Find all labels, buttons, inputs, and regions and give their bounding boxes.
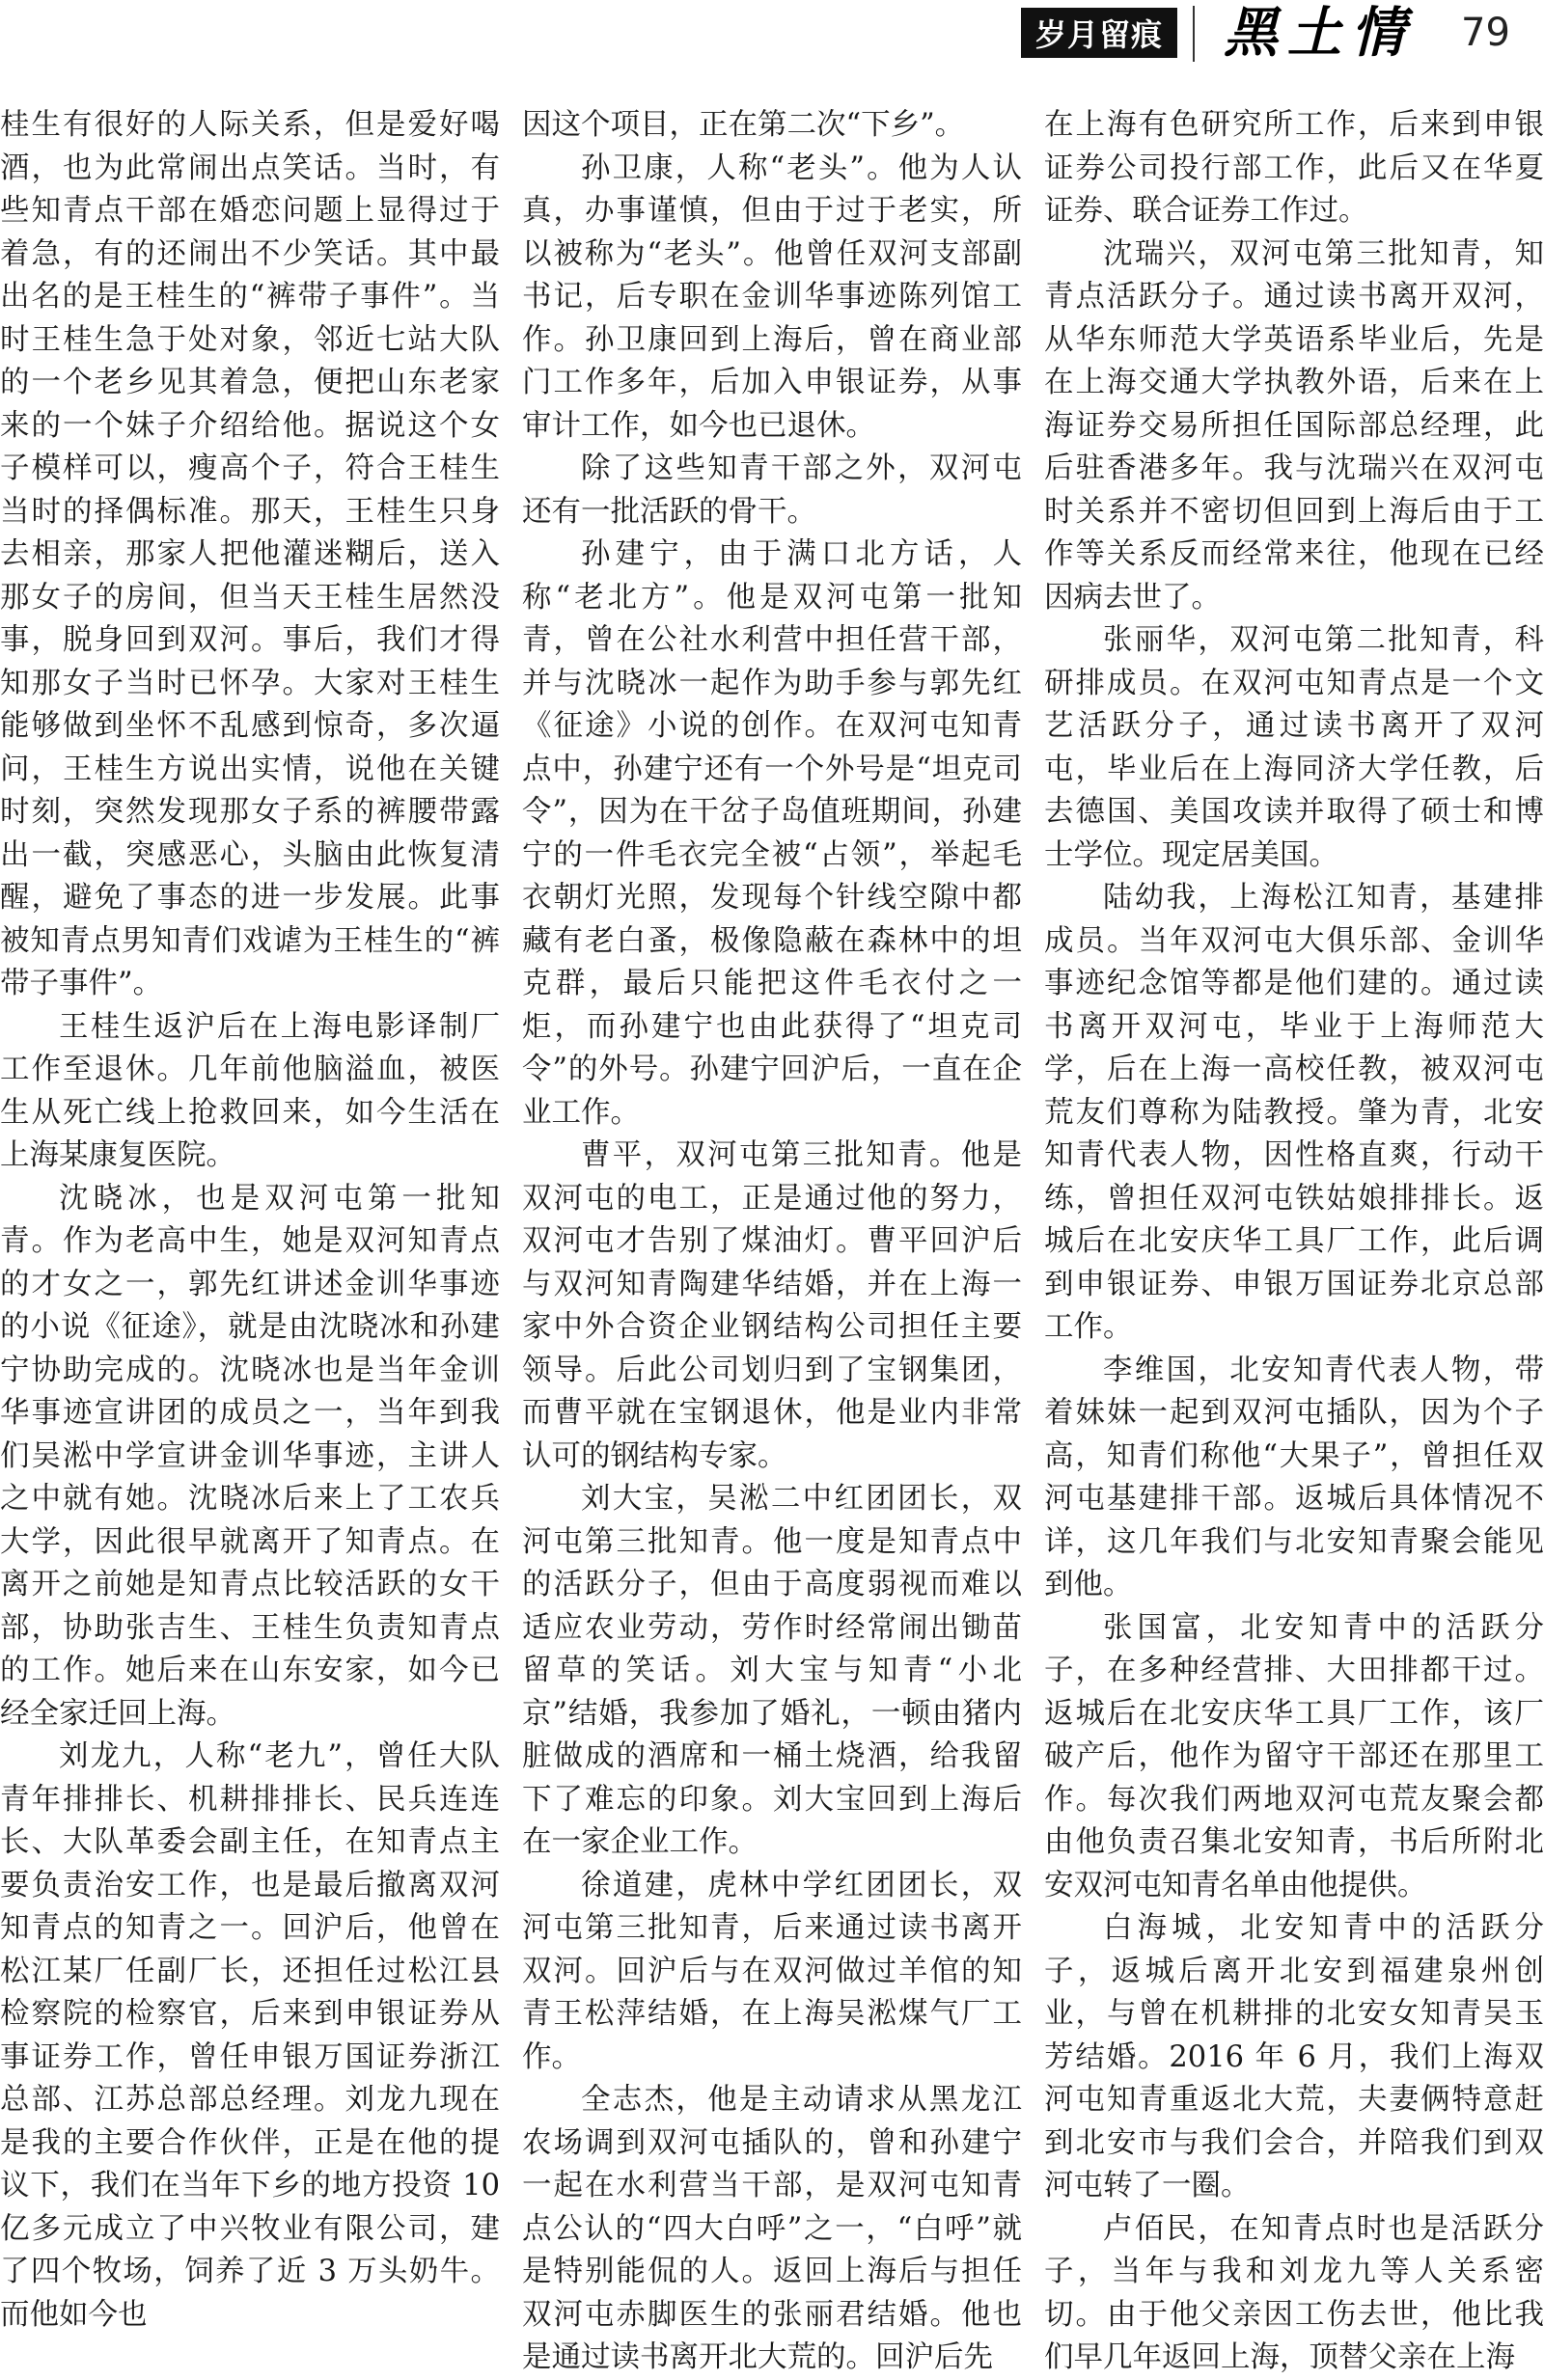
paragraph: 曹平，双河屯第三批知青。他是双河屯的电工，正是通过他的努力，双河屯才告别了煤油灯。曹平回沪后与双河知青陶建华结婚，并在上海一家中外合资企业钢结构公司担任主要领导。后此公司划归到了宝钢集团，而曹平就在宝钢退休，他是业内非常认可的钢结构专家。 — [522, 1138, 1022, 1473]
paragraph: 因这个项目，正在第二次“下乡”。 — [522, 108, 965, 142]
paragraph: 孙建宁，由于满口北方话，人称“老北方”。他是双河屯第一批知青，曾在公社水利营中担任营干部，并与沈晓冰一起作为助手参与郭先红《征途》小说的创作。在双河屯知青点中，孙建宁还有一个外号是“坦克司令”，因为在干岔子岛值班期间，孙建宁的一件毛衣完全被“占领”，举起毛衣朝灯光照，发现每个针线空隙中都藏有老白蚤，极像隐蔽在森林中的坦克群，最后只能把这件毛衣付之一炬，而孙建宁也由此获得了“坦克司令”的外号。孙建宁回沪后，一直在企业工作。 — [522, 537, 1022, 1130]
page-number: 79 — [1461, 11, 1510, 55]
paragraph: 陆幼我，上海松江知青，基建排成员。当年双河屯大俱乐部、金训华事迹纪念馆等都是他们建的。通过读书离开双河屯，毕业于上海师范大学，后在上海一高校任教，被双河屯荒友们尊称为陆教授。肇为青，北安知青代表人物，因性格直爽，行动干练，曾担任双河屯铁姑娘排排长。返城后在北安庆华工具厂工作，此后调到申银证券、申银万国证券北京总部工作。 — [1044, 881, 1544, 1344]
paragraph: 在上海有色研究所工作，后来到申银证券公司投行部工作，此后又在华夏证券、联合证券工作过。 — [1044, 108, 1544, 228]
text-column-3 — [1044, 104, 1544, 2374]
header-divider — [1193, 6, 1195, 62]
magazine-masthead-logo: 黑土情 — [1224, 1, 1415, 65]
page-header — [0, 0, 1544, 69]
paragraph: 刘大宝，吴淞二中红团团长，双河屯第三批知青。他一度是知青点中的活跃分子，但由于高度弱视而难以适应农业劳动，劳作时经常闹出锄苗留草的笑话。刘大宝与知青“小北京”结婚，我参加了婚礼，一顿由猪内脏做成的酒席和一桶土烧酒，给我留下了难忘的印象。刘大宝回到上海后在一家企业工作。 — [522, 1482, 1022, 1859]
paragraph: 全志杰，他是主动请求从黑龙江农场调到双河屯插队的，曾和孙建宁一起在水利营当干部，是双河屯知青点公认的“四大白呼”之一，“白呼”就是特别能侃的人。返回上海后与担任双河屯赤脚医生的张丽君结婚。他也是通过读书离开北大荒的。回沪后先 — [522, 2083, 1022, 2374]
paragraph: 徐道建，虎林中学红团团长，双河屯第三批知青，后来通过读书离开双河。回沪后与在双河做过羊倌的知青王松萍结婚，在上海吴淞煤气厂工作。 — [522, 1868, 1022, 2074]
section-label: 岁月留痕 — [1021, 8, 1177, 58]
paragraph: 孙卫康，人称“老头”。他为人认真，办事谨慎，但由于过于老实，所以被称为“老头”。他曾任双河支部副书记，后专职在金训华事迹陈列馆工作。孙卫康回到上海后，曾在商业部门工作多年，后加入申银证券，从事审计工作，如今也已退休。 — [522, 150, 1022, 443]
paragraph: 刘龙九，人称“老九”，曾任大队青年排排长、机耕排排长、民兵连连长、大队革委会副主任，在知青点主要负责治安工作，也是最后撤离双河知青点的知青之一。回沪后，他曾在松江某厂任副厂长，还担任过松江县检察院的检察官，后来到申银证券从事证券工作，曾任申银万国证券浙江总部、江苏总部总经理。刘龙九现在是我的主要合作伙伴，正是在他的提议下，我们在当年下乡的地方投资 10 亿多元成立了中兴牧业有限公司，建了四个牧场，饲养了近 3 万头奶牛。而他如今也 — [0, 1739, 500, 2332]
text-column-2 — [522, 104, 1022, 2374]
paragraph: 王桂生返沪后在上海电影译制厂工作至退休。几年前他脑溢血，被医生从死亡线上抢救回来，如今生活在上海某康复医院。 — [0, 1009, 500, 1172]
paragraph: 沈晓冰，也是双河屯第一批知青。作为老高中生，她是双河知青点的才女之一，郭先红讲述金训华事迹的小说《征途》，就是由沈晓冰和孙建宁协助完成的。沈晓冰也是当年金训华事迹宣讲团的成员之一，当年到我们吴淞中学宣讲金训华事迹，主讲人之中就有她。沈晓冰后来上了工农兵大学，因此很早就离开了知青点。在离开之前她是知青点比较活跃的女干部，协助张吉生、王桂生负责知青点的工作。她后来在山东安家，如今已经全家迁回上海。 — [0, 1181, 500, 1731]
paragraph: 桂生有很好的人际关系，但是爱好喝酒，也为此常闹出点笑话。当时，有些知青点干部在婚恋问题上显得过于着急，有的还闹出不少笑话。其中最出名的是王桂生的“裤带子事件”。当时王桂生急于处对象，邻近七站大队的一个老乡见其着急，便把山东老家来的一个妹子介绍给他。据说这个女子模样可以，瘦高个子，符合王桂生当时的择偶标准。那天，王桂生只身去相亲，那家人把他灌迷糊后，送入那女子的房间，但当天王桂生居然没事，脱身回到双河。事后，我们才得知那女子当时已怀孕。大家对王桂生能够做到坐怀不乱感到惊奇，多次逼问，王桂生方说出实情，说他在关键时刻，突然发现那女子系的裤腰带露出一截，突感恶心，头脑由此恢复清醒，避免了事态的进一步发展。此事被知青点男知青们戏谑为王桂生的“裤带子事件”。 — [0, 108, 500, 1000]
paragraph: 李维国，北安知青代表人物，带着妹妹一起到双河屯插队，因为个子高，知青们称他“大果子”，曾担任双河屯基建排干部。返城后具体情况不详，这几年我们与北安知青聚会能见到他。 — [1044, 1353, 1544, 1601]
paragraph: 张丽华，双河屯第二批知青，科研排成员。在双河屯知青点是一个文艺活跃分子，通过读书离开了双河屯，毕业后在上海同济大学任教，后去德国、美国攻读并取得了硕士和博士学位。现定居美国。 — [1044, 623, 1544, 872]
paragraph: 白海城，北安知青中的活跃分子，返城后离开北安到福建泉州创业，与曾在机耕排的北安女知青吴玉芳结婚。2016 年 6 月，我们上海双河屯知青重返北大荒，夫妻俩特意赶到北安市与我们会合，并陪我们到双河屯转了一圈。 — [1044, 1911, 1544, 2202]
paragraph: 除了这些知青干部之外，双河屯还有一批活跃的骨干。 — [522, 451, 1022, 529]
paragraph: 张国富，北安知青中的活跃分子，在多种经营排、大田排都干过。返城后在北安庆华工具厂工作，该厂破产后，他作为留守干部还在那里工作。每次我们两地双河屯荒友聚会都由他负责召集北安知青，书后所附北安双河屯知青名单由他提供。 — [1044, 1610, 1544, 1902]
paragraph: 卢佰民，在知青点时也是活跃分子，当年与我和刘龙九等人关系密切。由于他父亲因工伤去世，他比我们早几年返回上海，顶替父亲在上海 — [1044, 2211, 1544, 2374]
text-column-1 — [0, 104, 500, 2332]
paragraph: 沈瑞兴，双河屯第三批知青，知青点活跃分子。通过读书离开双河，从华东师范大学英语系毕业后，先是在上海交通大学执教外语，后来在上海证券交易所担任国际部总经理，此后驻香港多年。我与沈瑞兴在双河屯时关系并不密切但回到上海后由于工作等关系反而经常来往，他现在已经因病去世了。 — [1044, 236, 1544, 615]
